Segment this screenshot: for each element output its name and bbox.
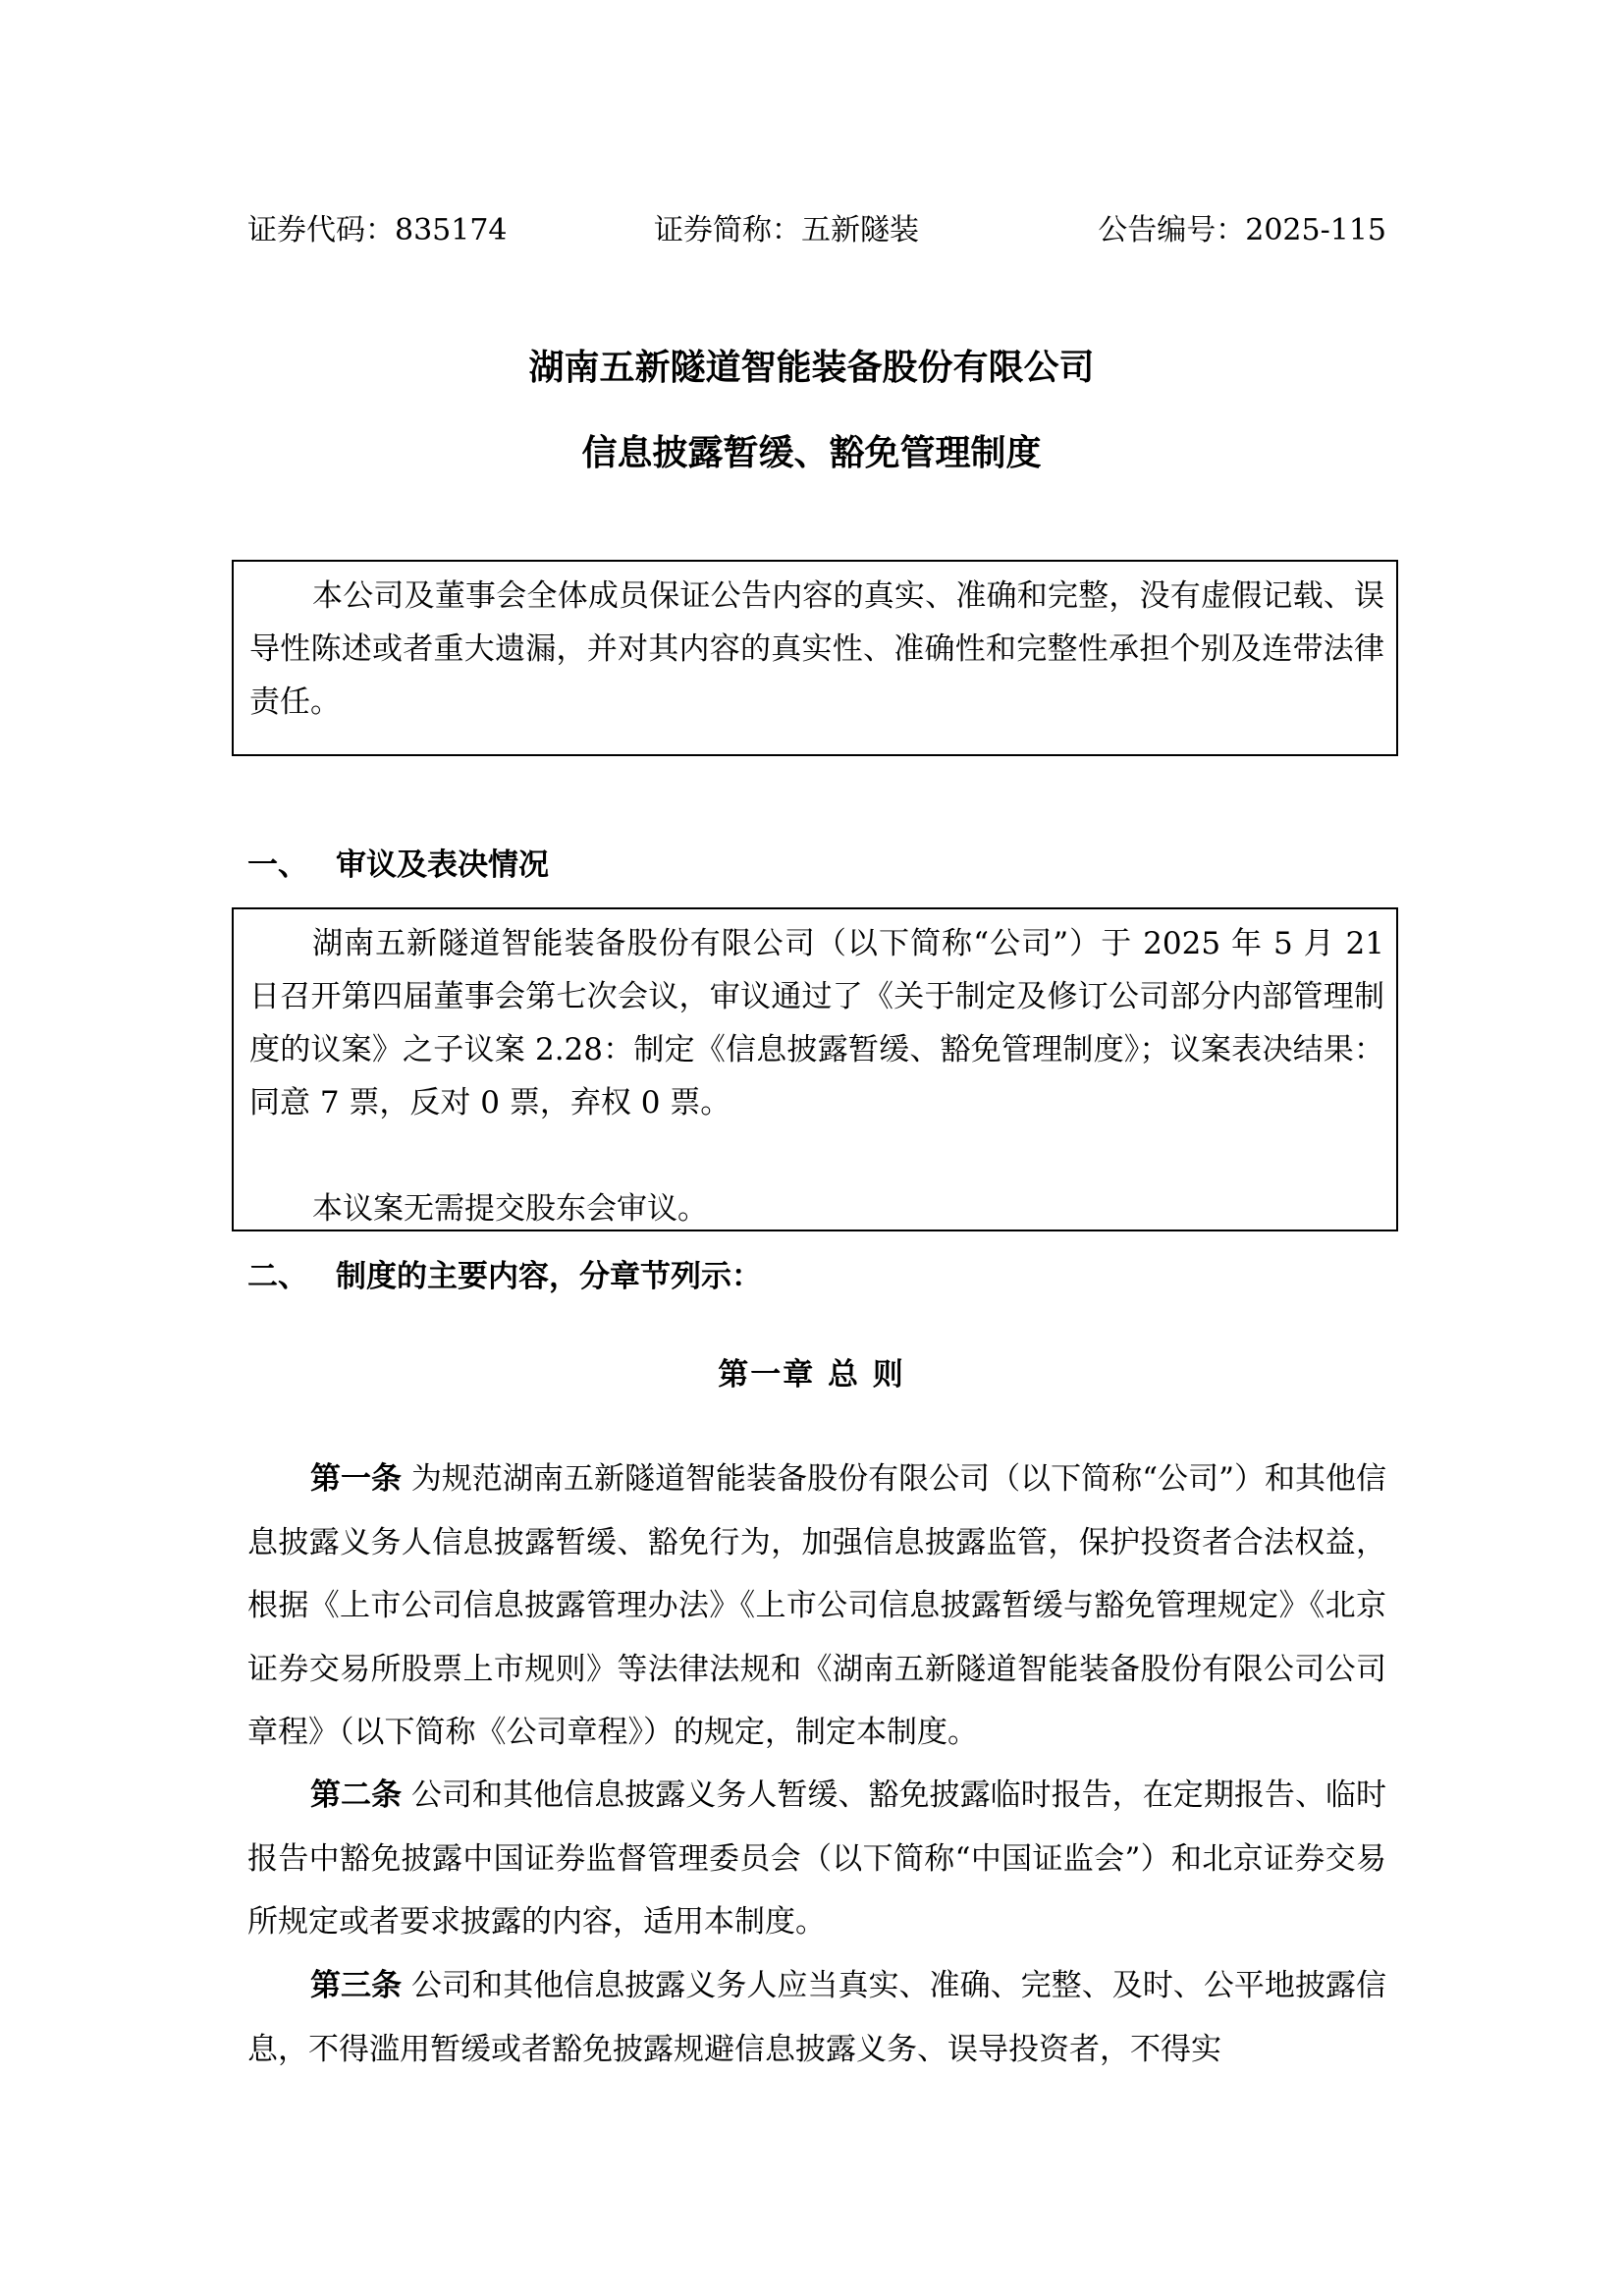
article-text: 公司和其他信息披露义务人应当真实、准确、完整、及时、公平地披露信息，不得滥用暂缓或者豁免披露规避信息披露义务、误导投资者，不得实 xyxy=(247,1968,1387,2067)
article-2 xyxy=(247,1764,1386,1954)
article-lead: 第三条 xyxy=(310,1968,403,2003)
article-1 xyxy=(247,1448,1386,1765)
company-title: 湖南五新隧道智能装备股份有限公司 xyxy=(528,348,1095,388)
section-title: 审议及表决情况 xyxy=(336,847,549,883)
article-3 xyxy=(247,1954,1386,2081)
article-text: 为规范湖南五新隧道智能装备股份有限公司（以下简称“公司”）和其他信息披露义务人信息披露暂缓、豁免行为，加强信息披露监管，保护投资者合法权益，根据《上市公司信息披露管理办法》《上市公司信息披露暂缓与豁免管理规定》《北京证券交易所股票上市规则》等法律法规和《湖南五新隧道智能装备股份有限公司公司章程》（以下简称《公司章程》）的规定，制定本制度。 xyxy=(247,1461,1386,1750)
section-number: 一、 xyxy=(247,847,308,883)
article-lead: 第一条 xyxy=(310,1461,403,1497)
section-heading-content xyxy=(247,1254,762,1299)
article-text: 公司和其他信息披露义务人暂缓、豁免披露临时报告，在定期报告、临时报告中豁免披露中国证券监督管理委员会（以下简称“中国证监会”）和北京证券交易所规定或者要求披露的内容，适用本制度。 xyxy=(247,1777,1387,1940)
stock-abbreviation: 证券简称：五新隧装 xyxy=(654,213,919,247)
section-number: 二、 xyxy=(247,1259,308,1294)
chapter-title: 第一章 总 则 xyxy=(718,1357,905,1393)
article-lead: 第二条 xyxy=(310,1777,403,1813)
review-paragraph: 湖南五新隧道智能装备股份有限公司（以下简称“公司”）于 2025 年 5 月 21 日召开第四届董事会第七次会议，审议通过了《关于制定及修订公司部分内部管理制度的议案》之子议案 2.28：制定《信息披露暂缓、豁免管理制度》；议案表决结果：同意 7 票，反对 0 票，弃权 0 票。 xyxy=(249,926,1384,1121)
section-heading-review xyxy=(247,843,549,888)
statement-box xyxy=(232,560,1398,756)
review-note: 本议案无需提交股东会审议。 xyxy=(312,1191,708,1227)
document-header xyxy=(247,208,1386,253)
section-title: 制度的主要内容，分章节列示： xyxy=(336,1259,762,1294)
stock-code: 证券代码：835174 xyxy=(247,213,508,247)
review-box xyxy=(232,907,1398,1231)
statement-text: 本公司及董事会全体成员保证公告内容的真实、准确和完整，没有虚假记载、误导性陈述或者重大遗漏，并对其内容的真实性、准确性和完整性承担个别及连带法律责任。 xyxy=(249,578,1384,720)
announcement-number: 公告编号：2025-115 xyxy=(1098,213,1386,247)
document-title: 信息披露暂缓、豁免管理制度 xyxy=(581,433,1042,473)
